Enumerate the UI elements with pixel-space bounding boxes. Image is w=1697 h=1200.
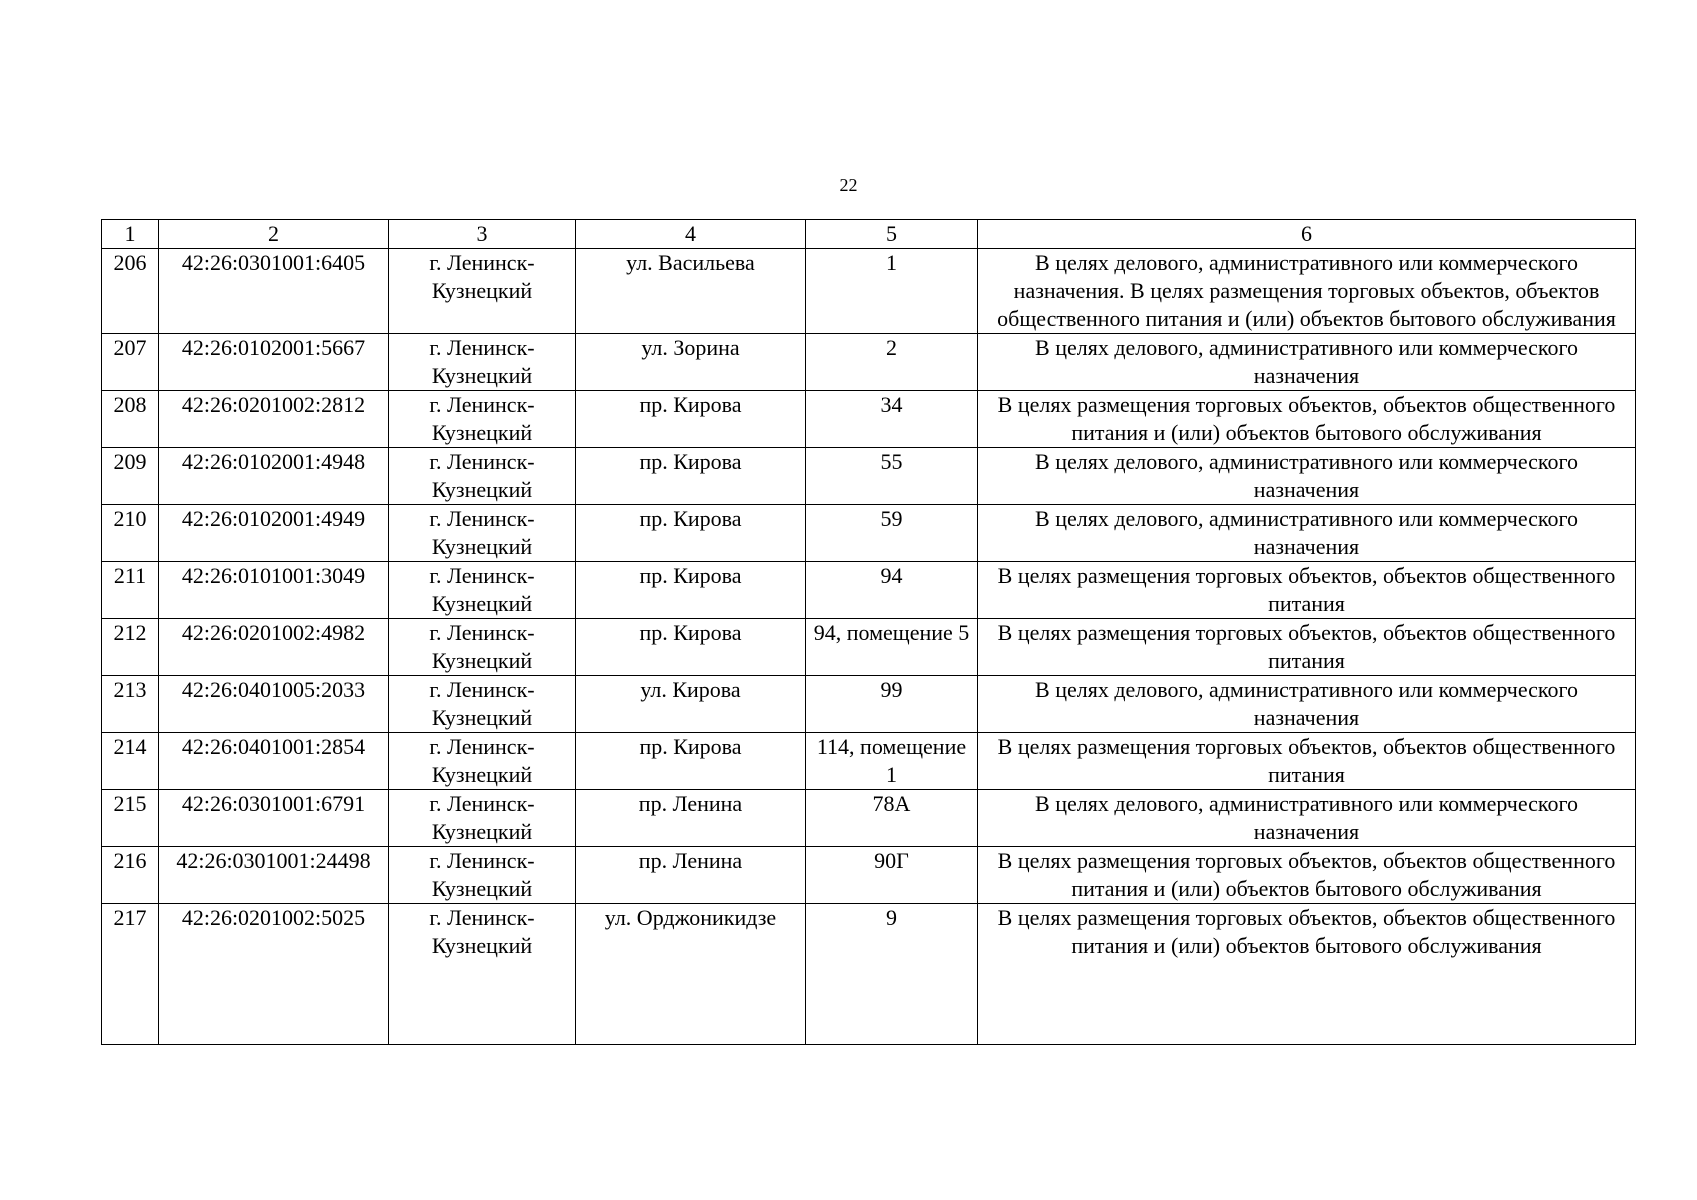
- purpose: В целях размещения торговых объектов, объектов общественного питания: [978, 619, 1636, 676]
- column-header-2: 2: [159, 220, 389, 249]
- city: г. Ленинск-Кузнецкий: [389, 790, 576, 847]
- cadastral-number: 42:26:0102001:5667: [159, 334, 389, 391]
- table-row: [102, 448, 1636, 505]
- page-number: 22: [839, 175, 858, 195]
- house-number: 1: [806, 249, 978, 334]
- table-row: [102, 562, 1636, 619]
- purpose: В целях делового, административного или коммерческого назначения: [978, 448, 1636, 505]
- house-number: 2: [806, 334, 978, 391]
- column-header-6: 6: [978, 220, 1636, 249]
- header-row: [102, 220, 1636, 249]
- city: г. Ленинск-Кузнецкий: [389, 619, 576, 676]
- cadastral-number: 42:26:0201002:5025: [159, 904, 389, 1045]
- house-number: 94: [806, 562, 978, 619]
- row-number: 217: [102, 904, 159, 1045]
- row-number: 210: [102, 505, 159, 562]
- house-number: 78А: [806, 790, 978, 847]
- row-number: 207: [102, 334, 159, 391]
- cadastral-number: 42:26:0102001:4949: [159, 505, 389, 562]
- column-header-3: 3: [389, 220, 576, 249]
- house-number: 90Г: [806, 847, 978, 904]
- table-row: [102, 619, 1636, 676]
- street: пр. Ленина: [576, 790, 806, 847]
- city: г. Ленинск-Кузнецкий: [389, 733, 576, 790]
- house-number: 34: [806, 391, 978, 448]
- purpose: В целях делового, административного или коммерческого назначения: [978, 505, 1636, 562]
- table-body: [102, 249, 1636, 1045]
- house-number: 114, помещение 1: [806, 733, 978, 790]
- city: г. Ленинск-Кузнецкий: [389, 391, 576, 448]
- street: пр. Ленина: [576, 847, 806, 904]
- city: г. Ленинск-Кузнецкий: [389, 448, 576, 505]
- purpose: В целях размещения торговых объектов, объектов общественного питания: [978, 733, 1636, 790]
- table-row: [102, 904, 1636, 1045]
- house-number: 9: [806, 904, 978, 1045]
- table-row: [102, 676, 1636, 733]
- table-header: [102, 220, 1636, 249]
- purpose: В целях делового, административного или коммерческого назначения: [978, 790, 1636, 847]
- row-number: 213: [102, 676, 159, 733]
- cadastral-number: 42:26:0201002:4982: [159, 619, 389, 676]
- city: г. Ленинск-Кузнецкий: [389, 505, 576, 562]
- house-number: 59: [806, 505, 978, 562]
- table-row: [102, 790, 1636, 847]
- row-number: 208: [102, 391, 159, 448]
- row-number: 211: [102, 562, 159, 619]
- cadastral-number: 42:26:0201002:2812: [159, 391, 389, 448]
- city: г. Ленинск-Кузнецкий: [389, 334, 576, 391]
- cadastral-number: 42:26:0401005:2033: [159, 676, 389, 733]
- city: г. Ленинск-Кузнецкий: [389, 847, 576, 904]
- row-number: 216: [102, 847, 159, 904]
- city: г. Ленинск-Кузнецкий: [389, 904, 576, 1045]
- cadastral-number: 42:26:0301001:24498: [159, 847, 389, 904]
- column-header-1: 1: [102, 220, 159, 249]
- column-header-5: 5: [806, 220, 978, 249]
- street: ул. Кирова: [576, 676, 806, 733]
- street: пр. Кирова: [576, 391, 806, 448]
- house-number: 94, помещение 5: [806, 619, 978, 676]
- column-header-4: 4: [576, 220, 806, 249]
- street: пр. Кирова: [576, 448, 806, 505]
- cadastral-number: 42:26:0301001:6405: [159, 249, 389, 334]
- row-number: 214: [102, 733, 159, 790]
- table-row: [102, 391, 1636, 448]
- purpose: В целях делового, административного или коммерческого назначения: [978, 334, 1636, 391]
- street: ул. Орджоникидзе: [576, 904, 806, 1045]
- street: пр. Кирова: [576, 505, 806, 562]
- cadastral-number: 42:26:0401001:2854: [159, 733, 389, 790]
- row-number: 206: [102, 249, 159, 334]
- street: пр. Кирова: [576, 562, 806, 619]
- street: пр. Кирова: [576, 619, 806, 676]
- house-number: 55: [806, 448, 978, 505]
- cadastral-number: 42:26:0101001:3049: [159, 562, 389, 619]
- house-number: 99: [806, 676, 978, 733]
- row-number: 209: [102, 448, 159, 505]
- row-number: 212: [102, 619, 159, 676]
- street: пр. Кирова: [576, 733, 806, 790]
- table-row: [102, 505, 1636, 562]
- table-row: [102, 334, 1636, 391]
- table-row: [102, 847, 1636, 904]
- purpose: В целях делового, административного или коммерческого назначения: [978, 676, 1636, 733]
- table-row: [102, 733, 1636, 790]
- purpose: В целях делового, административного или коммерческого назначения. В целях размещения торговых объектов, объектов общественного питания и (или) объектов бытового обслуживания: [978, 249, 1636, 334]
- purpose: В целях размещения торговых объектов, объектов общественного питания и (или) объектов бытового обслуживания: [978, 904, 1636, 1045]
- purpose: В целях размещения торговых объектов, объектов общественного питания и (или) объектов бытового обслуживания: [978, 391, 1636, 448]
- cadastral-number: 42:26:0102001:4948: [159, 448, 389, 505]
- property-table: [101, 219, 1636, 1045]
- row-number: 215: [102, 790, 159, 847]
- cadastral-number: 42:26:0301001:6791: [159, 790, 389, 847]
- table-row: [102, 249, 1636, 334]
- street: ул. Васильева: [576, 249, 806, 334]
- city: г. Ленинск-Кузнецкий: [389, 676, 576, 733]
- city: г. Ленинск-Кузнецкий: [389, 562, 576, 619]
- purpose: В целях размещения торговых объектов, объектов общественного питания и (или) объектов бытового обслуживания: [978, 847, 1636, 904]
- street: ул. Зорина: [576, 334, 806, 391]
- purpose: В целях размещения торговых объектов, объектов общественного питания: [978, 562, 1636, 619]
- city: г. Ленинск-Кузнецкий: [389, 249, 576, 334]
